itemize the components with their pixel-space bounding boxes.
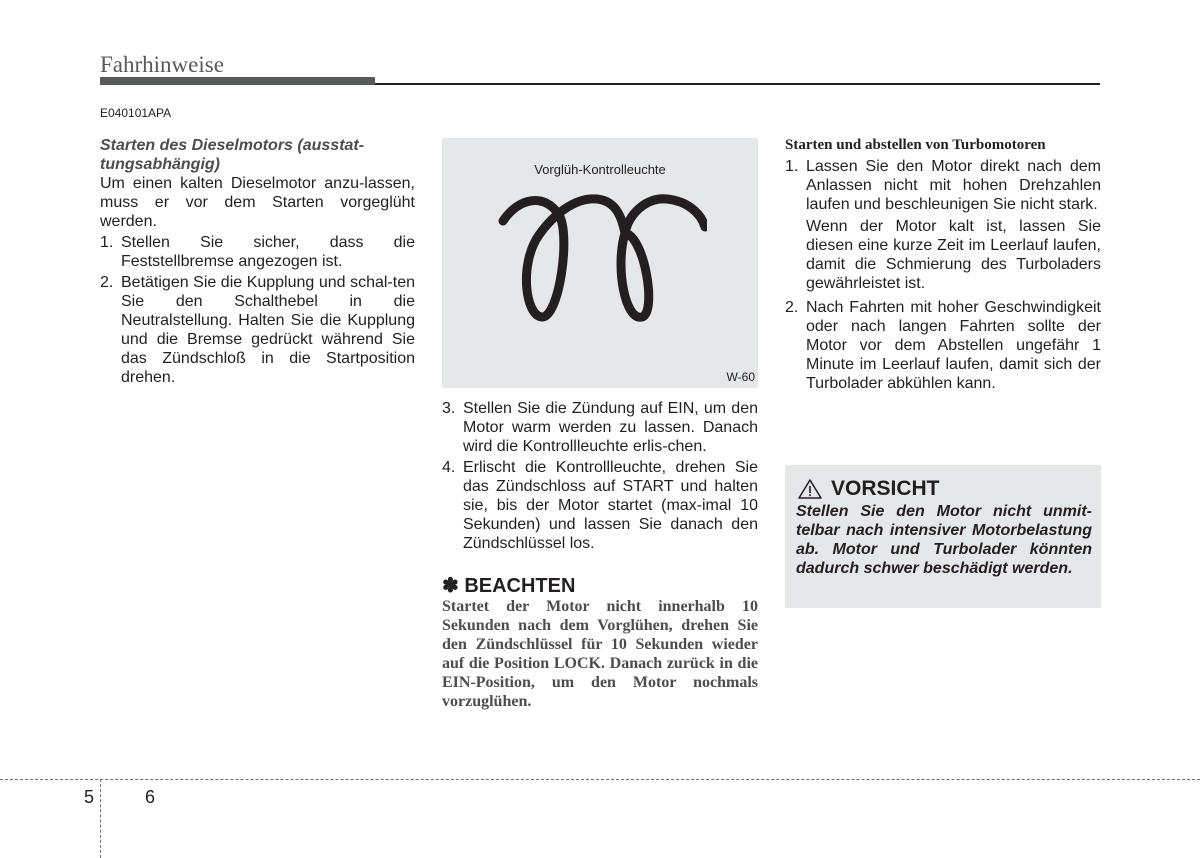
glow-plug-icon xyxy=(497,193,707,343)
warning-triangle-icon xyxy=(797,478,823,500)
list-item: 2. Betätigen Sie die Kupplung und schal-ten Sie den Schalthebel in die Neutralstellung. Halten Sie die Kupplung und die Bremse gedrückt während Sie das Zündschloß in die Startposition drehen. xyxy=(100,274,415,386)
intro-paragraph: Um einen kalten Dieselmotor anzu-lassen, muss er vor dem Starten vorgeglüht werden. xyxy=(100,175,415,230)
steps-list xyxy=(785,157,1101,393)
page-header-title: Fahrhinweise xyxy=(100,52,224,77)
note-title: ✽ BEACHTEN xyxy=(442,575,576,597)
column-right xyxy=(785,136,1101,395)
column-left xyxy=(100,136,415,389)
list-item: 2. Nach Fahrten mit hoher Geschwindigkeit oder nach langen Fahrten sollte der Motor vor dem Abstellen ungefähr 1 Minute im Leerlauf laufen, damit sich der Turbolader abkühlen kann. xyxy=(785,299,1101,392)
section-heading: Starten des Dieselmotors (ausstat-tungsabhängig) xyxy=(100,137,365,173)
section-code: E040101APA xyxy=(100,106,172,120)
caution-body: Stellen Sie den Motor nicht unmit-telbar nach intensiver Motorbelastung ab. Motor und Turbolader könnten dadurch schwer beschädigt werden. xyxy=(796,503,1092,577)
figure-caption: Vorglüh-Kontrolleuchte xyxy=(534,162,666,177)
footer-divider xyxy=(100,779,101,858)
column-middle xyxy=(442,397,758,711)
caution-title: VORSICHT xyxy=(831,477,940,500)
list-item: 4. Erlischt die Kontrollleuchte, drehen Sie das Zündschloss auf START und halten sie, bis der Motor startet (max-imal 10 Sekunden) und lassen Sie danach den Zündschlüssel los. xyxy=(442,459,758,552)
list-item: 1. Lassen Sie den Motor direkt nach dem Anlassen nicht mit hohen Drehzahlen laufen und beschleunigen Sie nicht stark. Wenn der Motor kalt ist, lassen Sie diesen eine kurze Zeit im Leerlauf laufen, damit die Schmierung des Turboladers gewährleistet ist. xyxy=(785,158,1101,292)
list-item: 1. Stellen Sie sicher, dass die Feststellbremse angezogen ist. xyxy=(100,234,415,270)
header-rule-accent xyxy=(100,77,375,85)
note-box xyxy=(442,575,758,711)
glow-indicator-figure xyxy=(442,138,758,388)
steps-list xyxy=(442,399,758,553)
footer-rule xyxy=(0,779,1200,780)
note-body: Startet der Motor nicht innerhalb 10 Sekunden nach dem Vorglühen, drehen Sie den Zündschlüssel für 10 Sekunden wieder auf die Position LOCK. Danach zurück in die EIN-Position, um den Motor nochmals vorzuglühen. xyxy=(442,598,758,710)
caution-box xyxy=(785,465,1101,608)
figure-code: W-60 xyxy=(726,370,755,384)
list-item: 3. Stellen Sie die Zündung auf EIN, um den Motor warm werden zu lassen. Danach wird die Kontrollleuchte erlis-chen. xyxy=(442,400,758,455)
steps-list xyxy=(100,233,415,387)
chapter-number: 5 xyxy=(84,787,95,807)
page-number: 6 xyxy=(145,787,156,807)
section-heading: Starten und abstellen von Turbomotoren xyxy=(785,137,1046,153)
